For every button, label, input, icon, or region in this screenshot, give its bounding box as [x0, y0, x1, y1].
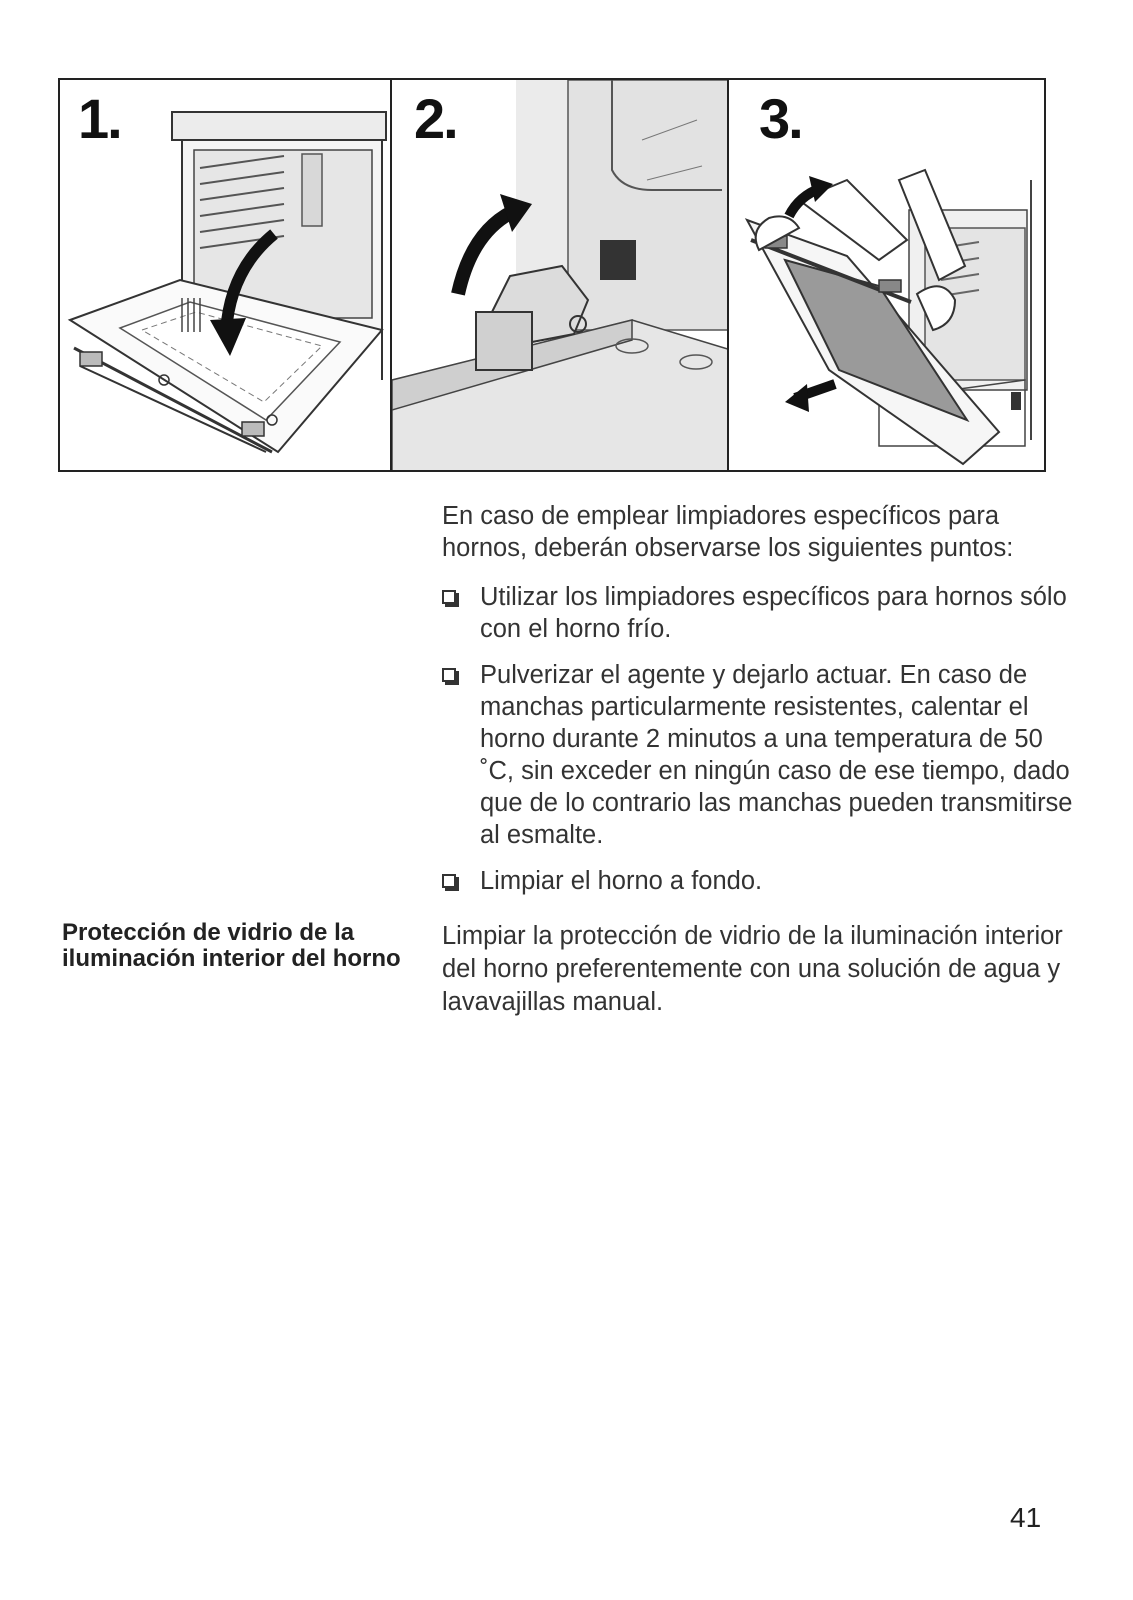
checkbox-bullet-icon — [442, 874, 456, 888]
cleaning-instructions-list — [442, 581, 1082, 911]
step-2-number: 2. — [414, 87, 457, 150]
oven-door-removal-figure — [58, 78, 1046, 472]
checkbox-bullet-icon — [442, 590, 456, 604]
step-1-number: 1. — [78, 87, 121, 150]
checkbox-bullet-icon — [442, 668, 456, 682]
intro-paragraph: En caso de emplear limpiadores específicos para hornos, deberán observarse los siguientes puntos: — [442, 502, 1014, 562]
list-item — [442, 659, 1082, 851]
step-2-panel — [390, 78, 729, 472]
step-3-number: 3. — [759, 87, 802, 150]
list-item-text: Utilizar los limpiadores específicos para hornos sólo con el horno frío. — [480, 583, 1067, 643]
step-1-panel — [58, 78, 392, 472]
list-item-text: Limpiar el horno a fondo. — [480, 867, 763, 895]
section-paragraph: Limpiar la protección de vidrio de la iluminación interior del horno preferentemente con una solución de agua y lavavajillas manual. — [442, 922, 1063, 1016]
page-number: 41 — [1010, 1502, 1042, 1533]
list-item — [442, 581, 1082, 645]
section-heading: Protección de vidrio de la iluminación interior del horno — [62, 919, 401, 972]
list-item — [442, 865, 1082, 897]
list-item-text: Pulverizar el agente y dejarlo actuar. En caso de manchas particularmente resistentes, calentar el horno durante 2 minutos a una temperatura de 50 ˚C, sin exceder en ningún caso de ese tiempo, dado que de lo contrario las manchas pueden transmitirse al esmalte. — [480, 661, 1073, 849]
step-3-panel — [727, 78, 1046, 472]
